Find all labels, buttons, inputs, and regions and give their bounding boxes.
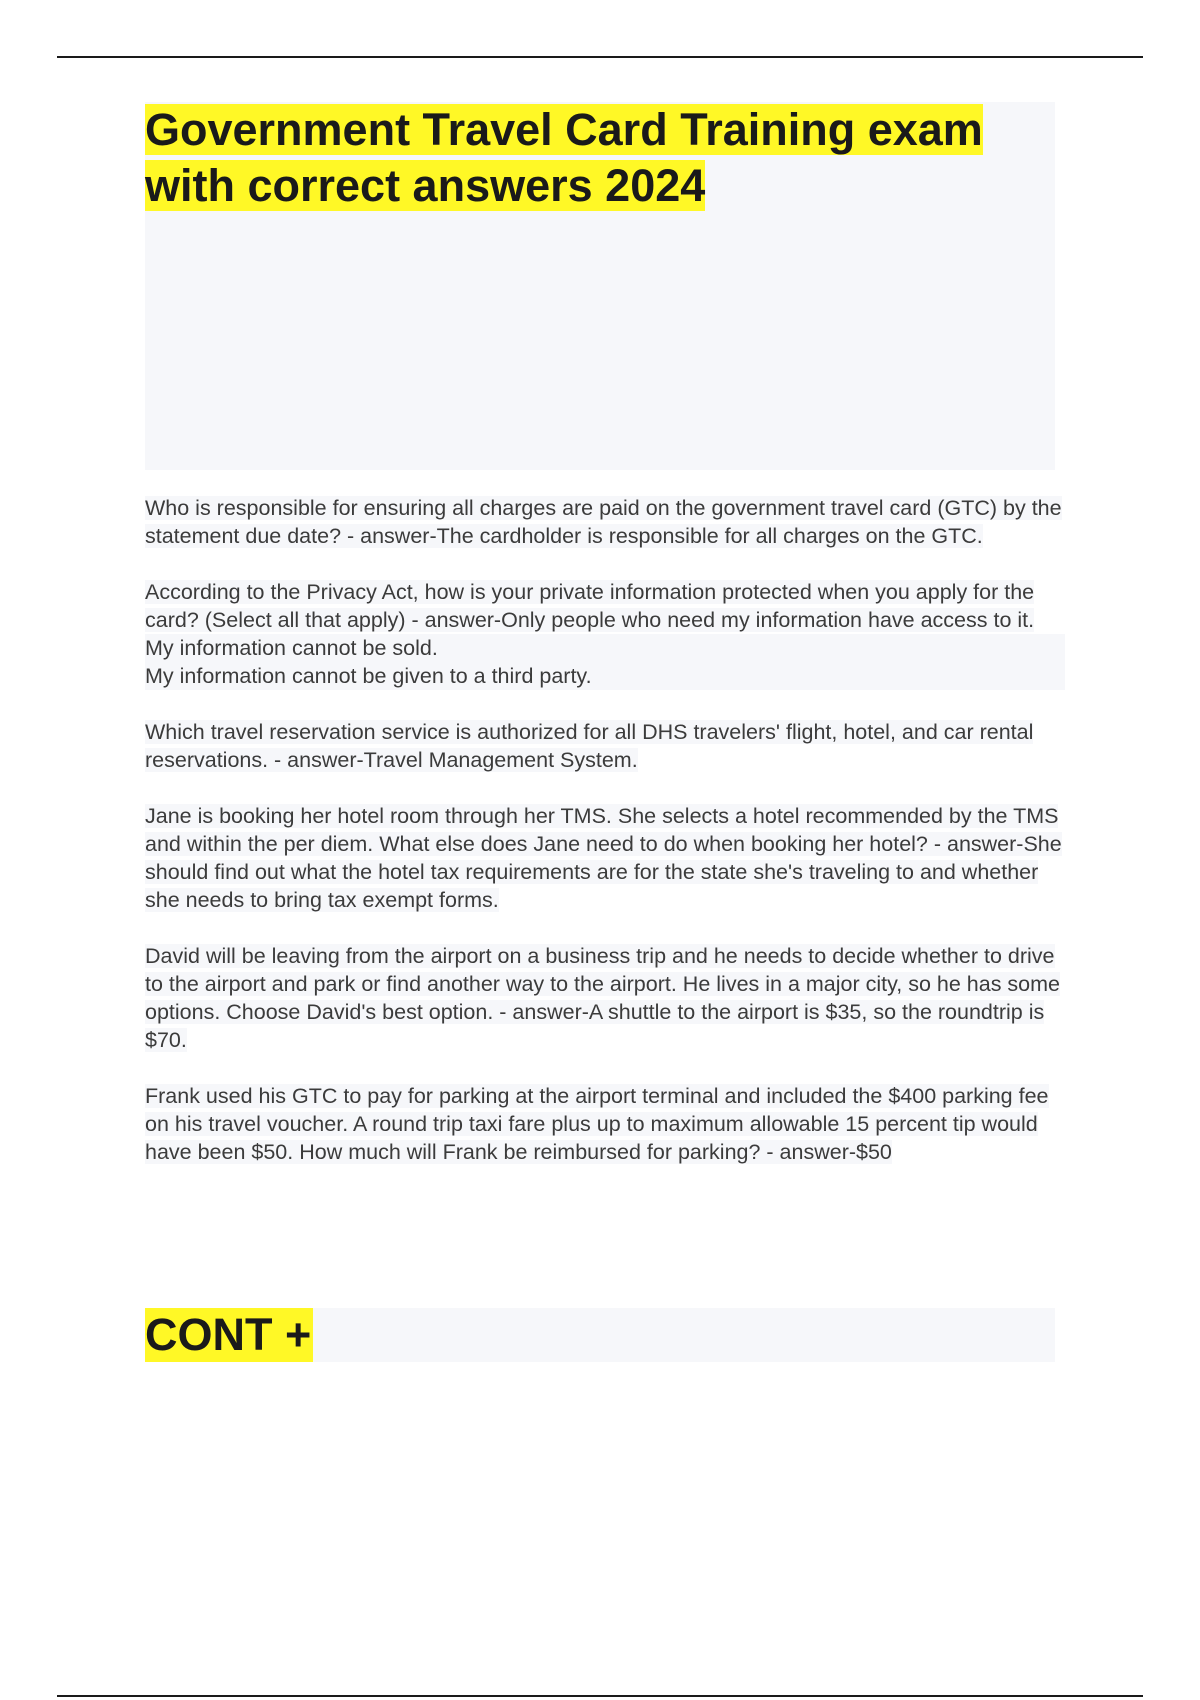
qa-list (145, 494, 1065, 1194)
qa-item (145, 494, 1065, 550)
qa-answer-line: My information cannot be sold. (145, 634, 1065, 662)
continuation-block (145, 1308, 1055, 1362)
qa-item (145, 802, 1065, 914)
qa-item (145, 578, 1065, 690)
qa-text: Frank used his GTC to pay for parking at the airport terminal and included the $400 parking fee on his travel voucher. A round trip taxi fare plus up to maximum allowable 15 percent tip would have been $50. How much will Frank be reimbursed for parking? - answer-$50 (145, 1084, 1049, 1164)
qa-answer-line: My information cannot be given to a third party. (145, 662, 1065, 690)
document-title-text: Government Travel Card Training exam with correct answers 2024 (145, 104, 983, 211)
qa-item (145, 942, 1065, 1054)
qa-text: According to the Privacy Act, how is your private information protected when you apply for the card? (Select all that apply) - answer-Only people who need my information have access to it. (145, 580, 1035, 632)
qa-item (145, 718, 1065, 774)
title-block (145, 102, 1055, 470)
bottom-rule (57, 1695, 1143, 1697)
qa-text: David will be leaving from the airport on a business trip and he needs to decide whether to drive to the airport and park or find another way to the airport. He lives in a major city, so he has some options. Choose David's best option. - answer-A shuttle to the airport is $35, so the roundtrip is $70. (145, 944, 1060, 1052)
qa-item (145, 1082, 1065, 1166)
continuation-label: CONT + (145, 1309, 312, 1360)
qa-text: Jane is booking her hotel room through her TMS. She selects a hotel recommended by the TMS and within the per diem. What else does Jane need to do when booking her hotel? - answer-She should find out what the hotel tax requirements are for the state she's traveling to and whether she needs to bring tax exempt forms. (145, 804, 1062, 912)
qa-text: Who is responsible for ensuring all charges are paid on the government travel card (GTC) by the statement due date? - answer-The cardholder is responsible for all charges on the GTC. (145, 496, 1062, 548)
top-rule (57, 56, 1143, 58)
document-title (145, 102, 1055, 214)
qa-text: Which travel reservation service is authorized for all DHS travelers' flight, hotel, and car rental reservations. - answer-Travel Management System. (145, 720, 1034, 772)
